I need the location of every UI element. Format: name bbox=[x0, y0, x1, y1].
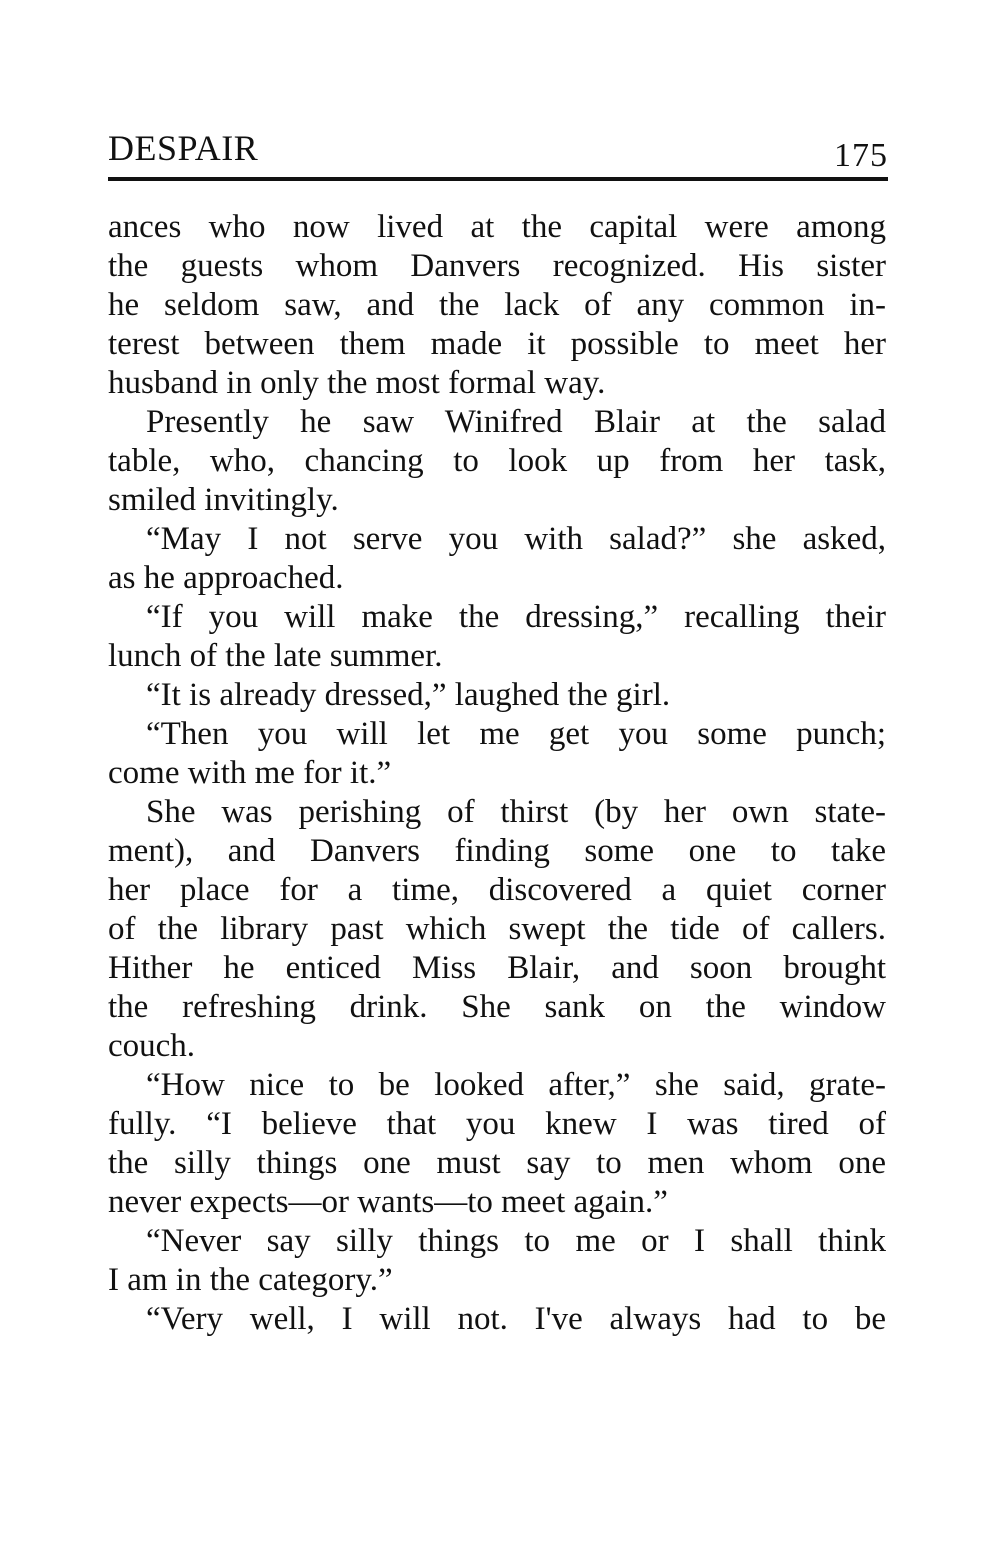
text-line: her place for a time, discovered a quiet corner bbox=[108, 872, 886, 908]
text-line: smiled invitingly. bbox=[108, 482, 339, 518]
text-line: fully. “I believe that you knew I was tired of bbox=[108, 1106, 886, 1142]
text-line: “It is already dressed,” laughed the girl. bbox=[146, 677, 671, 713]
text-line: as he approached. bbox=[108, 560, 344, 596]
text-line: ances who now lived at the capital were among bbox=[108, 209, 886, 245]
text-line: never expects—or wants—to meet again.” bbox=[108, 1184, 668, 1220]
text-line: husband in only the most formal way. bbox=[108, 365, 606, 401]
running-title: DESPAIR bbox=[108, 128, 259, 168]
text-line: terest between them made it possible to meet her bbox=[108, 326, 886, 362]
text-line: he seldom saw, and the lack of any common in- bbox=[108, 287, 886, 323]
text-line: I am in the category.” bbox=[108, 1262, 393, 1298]
text-line: the guests whom Danvers recognized. His sister bbox=[108, 248, 886, 284]
text-line: She was perishing of thirst (by her own state- bbox=[146, 794, 886, 830]
text-line: of the library past which swept the tide of callers. bbox=[108, 911, 886, 947]
text-line: table, who, chancing to look up from her task, bbox=[108, 443, 886, 479]
text-line: the refreshing drink. She sank on the window bbox=[108, 989, 886, 1025]
text-line: “May I not serve you with salad?” she asked, bbox=[146, 521, 886, 557]
text-line: “Then you will let me get you some punch; bbox=[146, 716, 886, 752]
text-line: lunch of the late summer. bbox=[108, 638, 443, 674]
page-header bbox=[108, 128, 888, 178]
text-line: “If you will make the dressing,” recalling their bbox=[146, 599, 886, 635]
body-text bbox=[108, 208, 886, 1339]
text-line: ment), and Danvers finding some one to take bbox=[108, 833, 886, 869]
text-line: couch. bbox=[108, 1028, 196, 1064]
text-line: come with me for it.” bbox=[108, 755, 392, 791]
page-number: 175 bbox=[834, 137, 888, 174]
text-line: “Very well, I will not. I've always had to be bbox=[146, 1301, 886, 1337]
header-rule bbox=[108, 177, 888, 181]
text-line: Presently he saw Winifred Blair at the salad bbox=[146, 404, 886, 440]
text-line: “Never say silly things to me or I shall think bbox=[146, 1223, 886, 1259]
text-line: “How nice to be looked after,” she said, grate- bbox=[146, 1067, 886, 1103]
text-line: Hither he enticed Miss Blair, and soon brought bbox=[108, 950, 886, 986]
text-line: the silly things one must say to men whom one bbox=[108, 1145, 886, 1181]
